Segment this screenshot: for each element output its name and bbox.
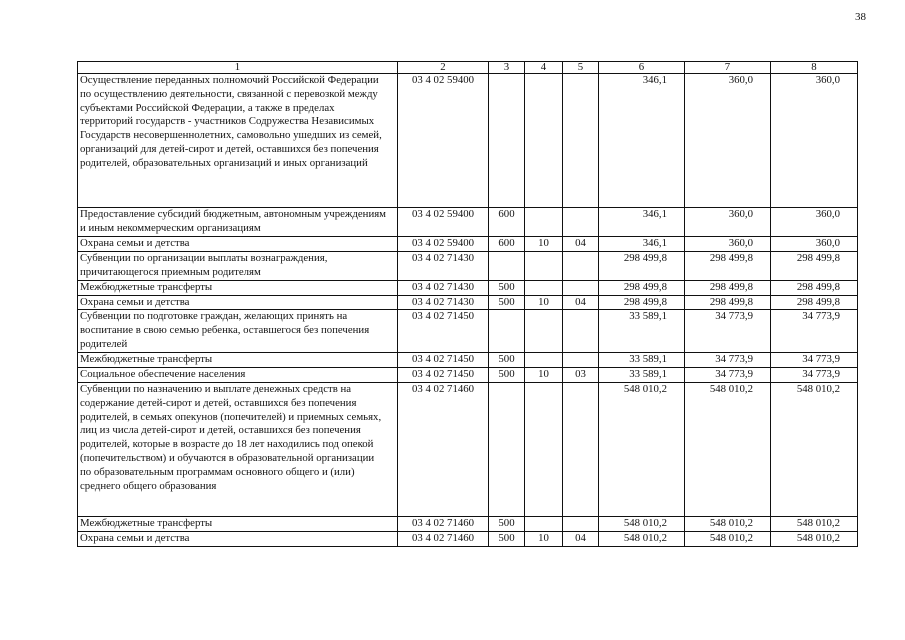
description-cell: Межбюджетные трансферты — [78, 280, 398, 295]
amount-8-cell: 34 773,9 — [771, 353, 858, 368]
amount-6-cell: 346,1 — [599, 74, 685, 208]
type-cell — [489, 74, 525, 208]
type-cell: 500 — [489, 368, 525, 383]
amount-6-cell: 548 010,2 — [599, 382, 685, 516]
amount-6-cell: 346,1 — [599, 237, 685, 252]
section-cell: 10 — [525, 237, 563, 252]
amount-7-cell: 34 773,9 — [685, 368, 771, 383]
amount-8-cell: 34 773,9 — [771, 310, 858, 353]
amount-8-cell: 548 010,2 — [771, 531, 858, 546]
section-cell: 10 — [525, 368, 563, 383]
amount-7-cell: 360,0 — [685, 74, 771, 208]
code-cell: 03 4 02 59400 — [398, 237, 489, 252]
subsection-cell: 04 — [563, 531, 599, 546]
description-cell: Субвенции по подготовке граждан, желающих принять на воспитание в свою семью ребенка, оставшегося без попечения родителей — [78, 310, 398, 353]
amount-7-cell: 34 773,9 — [685, 353, 771, 368]
amount-8-cell: 298 499,8 — [771, 280, 858, 295]
code-cell: 03 4 02 71450 — [398, 310, 489, 353]
type-cell: 500 — [489, 353, 525, 368]
budget-table — [77, 61, 858, 547]
table-row — [78, 251, 858, 280]
amount-7-cell: 298 499,8 — [685, 295, 771, 310]
table-row — [78, 237, 858, 252]
amount-6-cell: 33 589,1 — [599, 368, 685, 383]
subsection-cell: 04 — [563, 295, 599, 310]
subsection-cell — [563, 74, 599, 208]
amount-7-cell: 360,0 — [685, 208, 771, 237]
table-row — [78, 310, 858, 353]
section-cell — [525, 382, 563, 516]
amount-7-cell: 548 010,2 — [685, 516, 771, 531]
table-header-row — [78, 62, 858, 74]
amount-8-cell: 360,0 — [771, 74, 858, 208]
header-cell-4: 4 — [525, 62, 563, 74]
table-row — [78, 295, 858, 310]
amount-8-cell: 360,0 — [771, 237, 858, 252]
header-cell-2: 2 — [398, 62, 489, 74]
amount-8-cell: 548 010,2 — [771, 516, 858, 531]
code-cell: 03 4 02 71460 — [398, 531, 489, 546]
description-cell: Охрана семьи и детства — [78, 295, 398, 310]
amount-6-cell: 298 499,8 — [599, 295, 685, 310]
amount-8-cell: 548 010,2 — [771, 382, 858, 516]
subsection-cell: 03 — [563, 368, 599, 383]
table-row — [78, 74, 858, 208]
code-cell: 03 4 02 71450 — [398, 353, 489, 368]
description-cell: Межбюджетные трансферты — [78, 516, 398, 531]
subsection-cell — [563, 353, 599, 368]
code-cell: 03 4 02 71450 — [398, 368, 489, 383]
type-cell — [489, 310, 525, 353]
code-cell: 03 4 02 71460 — [398, 516, 489, 531]
description-cell: Охрана семьи и детства — [78, 237, 398, 252]
header-cell-3: 3 — [489, 62, 525, 74]
header-cell-7: 7 — [685, 62, 771, 74]
section-cell — [525, 516, 563, 531]
type-cell — [489, 251, 525, 280]
amount-6-cell: 33 589,1 — [599, 353, 685, 368]
section-cell — [525, 251, 563, 280]
table-row — [78, 353, 858, 368]
table-row — [78, 382, 858, 516]
section-cell: 10 — [525, 295, 563, 310]
page-number: 38 — [855, 11, 866, 23]
type-cell: 600 — [489, 237, 525, 252]
section-cell: 10 — [525, 531, 563, 546]
description-cell: Межбюджетные трансферты — [78, 353, 398, 368]
subsection-cell — [563, 382, 599, 516]
amount-7-cell: 548 010,2 — [685, 382, 771, 516]
amount-6-cell: 548 010,2 — [599, 531, 685, 546]
amount-6-cell: 33 589,1 — [599, 310, 685, 353]
code-cell: 03 4 02 71430 — [398, 251, 489, 280]
subsection-cell — [563, 251, 599, 280]
description-cell: Предоставление субсидий бюджетным, автономным учреждениям и иным некоммерческим организациям — [78, 208, 398, 237]
type-cell: 500 — [489, 295, 525, 310]
subsection-cell — [563, 208, 599, 237]
code-cell: 03 4 02 59400 — [398, 208, 489, 237]
table-row — [78, 516, 858, 531]
description-cell: Охрана семьи и детства — [78, 531, 398, 546]
type-cell: 500 — [489, 280, 525, 295]
amount-6-cell: 548 010,2 — [599, 516, 685, 531]
amount-7-cell: 360,0 — [685, 237, 771, 252]
description-cell: Осуществление переданных полномочий Российской Федерации по осуществлению деятельности, связанной с перевозкой между субъектами Российской Федерации, а также в пределах территорий государств - участников Содружества Независимых Государств несовершеннолетних, самовольно ушедших из семей, организаций для детей-сирот и детей, оставшихся без попечения родителей, образовательных организаций и иных организаций — [78, 74, 398, 208]
type-cell: 600 — [489, 208, 525, 237]
section-cell — [525, 74, 563, 208]
amount-6-cell: 298 499,8 — [599, 280, 685, 295]
header-cell-6: 6 — [599, 62, 685, 74]
table-row — [78, 208, 858, 237]
subsection-cell — [563, 280, 599, 295]
table-row — [78, 280, 858, 295]
amount-8-cell: 298 499,8 — [771, 251, 858, 280]
type-cell — [489, 382, 525, 516]
amount-8-cell: 34 773,9 — [771, 368, 858, 383]
amount-8-cell: 360,0 — [771, 208, 858, 237]
section-cell — [525, 280, 563, 295]
code-cell: 03 4 02 59400 — [398, 74, 489, 208]
amount-8-cell: 298 499,8 — [771, 295, 858, 310]
description-cell: Субвенции по организации выплаты вознаграждения, причитающегося приемным родителям — [78, 251, 398, 280]
amount-6-cell: 298 499,8 — [599, 251, 685, 280]
subsection-cell — [563, 310, 599, 353]
amount-7-cell: 548 010,2 — [685, 531, 771, 546]
description-cell: Социальное обеспечение населения — [78, 368, 398, 383]
table-row — [78, 531, 858, 546]
header-cell-1: 1 — [78, 62, 398, 74]
subsection-cell: 04 — [563, 237, 599, 252]
type-cell: 500 — [489, 531, 525, 546]
code-cell: 03 4 02 71460 — [398, 382, 489, 516]
amount-7-cell: 34 773,9 — [685, 310, 771, 353]
section-cell — [525, 310, 563, 353]
header-cell-5: 5 — [563, 62, 599, 74]
section-cell — [525, 353, 563, 368]
subsection-cell — [563, 516, 599, 531]
section-cell — [525, 208, 563, 237]
code-cell: 03 4 02 71430 — [398, 280, 489, 295]
description-cell: Субвенции по назначению и выплате денежных средств на содержание детей-сирот и детей, оставшихся без попечения родителей, в семьях опекунов (попечителей) и приемных семьях, лиц из числа детей-сирот и детей, оставшихся без попечения родителей, которые в возрасте до 18 лет находились под опекой (попечительством) и обучаются в образовательной организации по образовательным программам основного общего и (или) среднего общего образования — [78, 382, 398, 516]
amount-6-cell: 346,1 — [599, 208, 685, 237]
table-row — [78, 368, 858, 383]
code-cell: 03 4 02 71430 — [398, 295, 489, 310]
type-cell: 500 — [489, 516, 525, 531]
amount-7-cell: 298 499,8 — [685, 280, 771, 295]
header-cell-8: 8 — [771, 62, 858, 74]
amount-7-cell: 298 499,8 — [685, 251, 771, 280]
